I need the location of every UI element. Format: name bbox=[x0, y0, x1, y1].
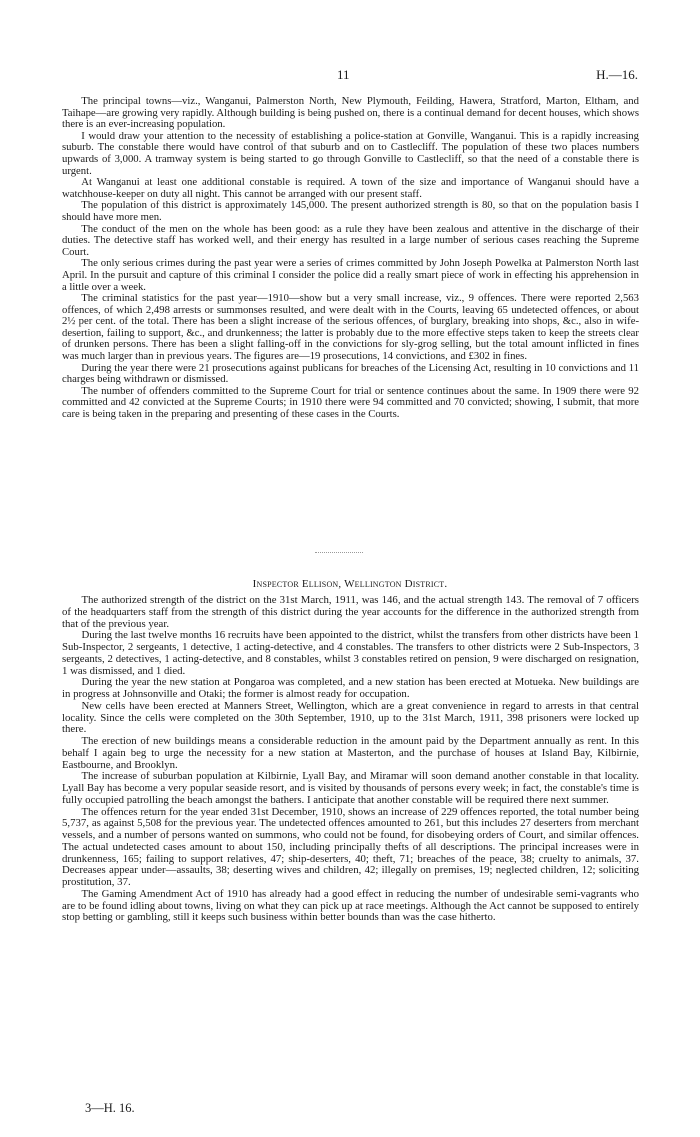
page-number: 11 bbox=[337, 67, 350, 82]
paragraph: I would draw your attention to the necessity of establishing a police-station at Gonville, Wanganui. This is a rapidly increasing suburb. The constable there would have control of that suburb and on to Castlecliff. The population of these two places numbers upwards of 3,000. A tramway system is being started to go through Gonville to Castlecliff, so that the need of a constable there is urgent. bbox=[62, 129, 639, 177]
paragraph: The population of this district is approximately 145,000. The present authorized strength is 80, so that on the population basis I should have more men. bbox=[62, 199, 639, 223]
paragraph: The criminal statistics for the past year—1910—show but a very small increase, viz., 9 offences. There were reported 2,563 offences, of which 2,498 arrests or summonses resulted, and were dealt with in the Courts, leaving 65 undetected offences, or about 2½ per cent. of the total. There has been a slight increase of the serious offences, of burglary, breaking into shops, &c., also in wife-desertion, failing to support, &c., and drunkenness; the latter is probably due to the more effective steps taken to keep the streets clear of drunken persons. There has been a slight falling-off in the convictions for sly-grog selling, but the total amount inflicted in fines was much larger than in previous years. The figures are—19 prosecutions, 14 convictions, and £302 in fines. bbox=[62, 292, 639, 363]
paragraph: The increase of suburban population at Kilbirnie, Lyall Bay, and Miramar will soon demand another constable in that locality. Lyall Bay has become a very popular seaside resort, and is visited by thousands of persons every week; in fact, the constable's time is fully occupied patrolling the beach amongst the bathers. I anticipate that another constable will be required there next summer. bbox=[62, 770, 639, 806]
section-divider bbox=[315, 552, 363, 553]
page-signature: 3—H. 16. bbox=[85, 1101, 135, 1115]
section-title: Inspector Ellison, Wellington District. bbox=[252, 578, 448, 590]
paragraph: The authorized strength of the district on the 31st March, 1911, was 146, and the actual strength 143. The removal of 7 officers of the headquarters staff from the strength of this district during the year accounts for the difference in the authorized strength from that of the previous year. bbox=[62, 594, 639, 630]
paragraph: At Wanganui at least one additional constable is required. A town of the size and importance of Wanganui should have a watchhouse-keeper on duty all night. This cannot be arranged with our present staff. bbox=[62, 176, 639, 200]
paragraph: The number of offenders committed to the Supreme Court for trial or sentence continues about the same. In 1909 there were 92 committed and 42 convicted at the Supreme Courts; in 1910 there were 94 committed and 70 convicted; showing, I submit, that more care is being taken in the preparing and presenting of these cases in the Courts. bbox=[62, 384, 639, 421]
paragraph: The erection of new buildings means a considerable reduction in the amount paid by the Department annually as rent. In this behalf I again beg to urge the necessity for a new station at Masterton, and the purchase of houses at Island Bay, Kilbirnie, Eastbourne, and Brooklyn. bbox=[62, 735, 639, 771]
paragraph: The conduct of the men on the whole has been good: as a rule they have been zealous and attentive in the discharge of their duties. The detective staff has worked well, and their energy has resulted in a large number of serious cases reaching the Supreme Court. bbox=[62, 222, 639, 258]
paragraph: During the year there were 21 prosecutions against publicans for breaches of the Licensing Act, resulting in 10 convictions and 11 charges being withdrawn or dismissed. bbox=[62, 361, 639, 386]
document-reference: H.—16. bbox=[596, 67, 638, 82]
paragraph: The principal towns—viz., Wanganui, Palmerston North, New Plymouth, Feilding, Hawera, Stratford, Marton, Eltham, and Taihape—are growing very rapidly. Although building is being pushed on, there is a continual demand for decent houses, which shows there is an ever-increasing population. bbox=[62, 95, 639, 131]
paragraph: The offences return for the year ended 31st December, 1910, shows an increase of 229 offences reported, the total number being 5,737, as against 5,508 for the previous year. The undetected offences amounted to 261, but this includes 27 deserters from merchant vessels, and a number of persons wanted on summons, who could not be found, for disobeying orders of Court, and similar offences. The actual undetected cases amount to about 150, including principally thefts of all descriptions. The principal increases were in drunkenness, 165; failing to support relatives, 47; ship-deserters, 40; theft, 71; breaches of the peace, 38; cruelty to animals, 37. Decreases appear under—assaults, 38; deserting wives and children, 42; illegally on premises, 19; neglected children, 12; soliciting prostitution, 37. bbox=[62, 805, 639, 888]
paragraph: New cells have been erected at Manners Street, Wellington, which are a great convenience in regard to arrests in that central locality. Since the cells were completed on the 30th September, 1910, up to the 31st March, 1911, 398 prisoners were locked up there. bbox=[62, 699, 639, 736]
paragraph: During the last twelve months 16 recruits have been appointed to the district, whilst the transfers from other districts have been 1 Sub-Inspector, 2 sergeants, 1 detective, 1 acting-detective, and 4 constables. The transfers to other districts were 2 Sub-Inspectors, 3 sergeants, 2 detectives, 1 acting-detective, and 8 constables, whilst 3 constables retired on pension, 9 were discharged on resignation, 1 was dismissed, and 1 died. bbox=[62, 629, 639, 677]
wellington-district-section bbox=[62, 595, 639, 924]
paragraph: The Gaming Amendment Act of 1910 has already had a good effect in reducing the number of undesirable semi-vagrants who are to be found idling about towns, living on what they can pick up at race meetings. Although the Act cannot be supposed to entirely stop betting or gambling, still it keeps such business within better bounds than was the case hitherto. bbox=[62, 887, 639, 924]
paragraph: During the year the new station at Pongaroa was completed, and a new station has been erected at Motueka. New buildings are in progress at Johnsonville and Otaki; the former is almost ready for occupation. bbox=[62, 676, 639, 700]
district-report-section bbox=[62, 96, 639, 421]
paragraph: The only serious crimes during the past year were a series of crimes committed by John Joseph Powelka at Palmerston North last April. In the pursuit and capture of this criminal I consider the police did a really smart piece of work in effecting his apprehension in a little over a week. bbox=[62, 257, 639, 293]
